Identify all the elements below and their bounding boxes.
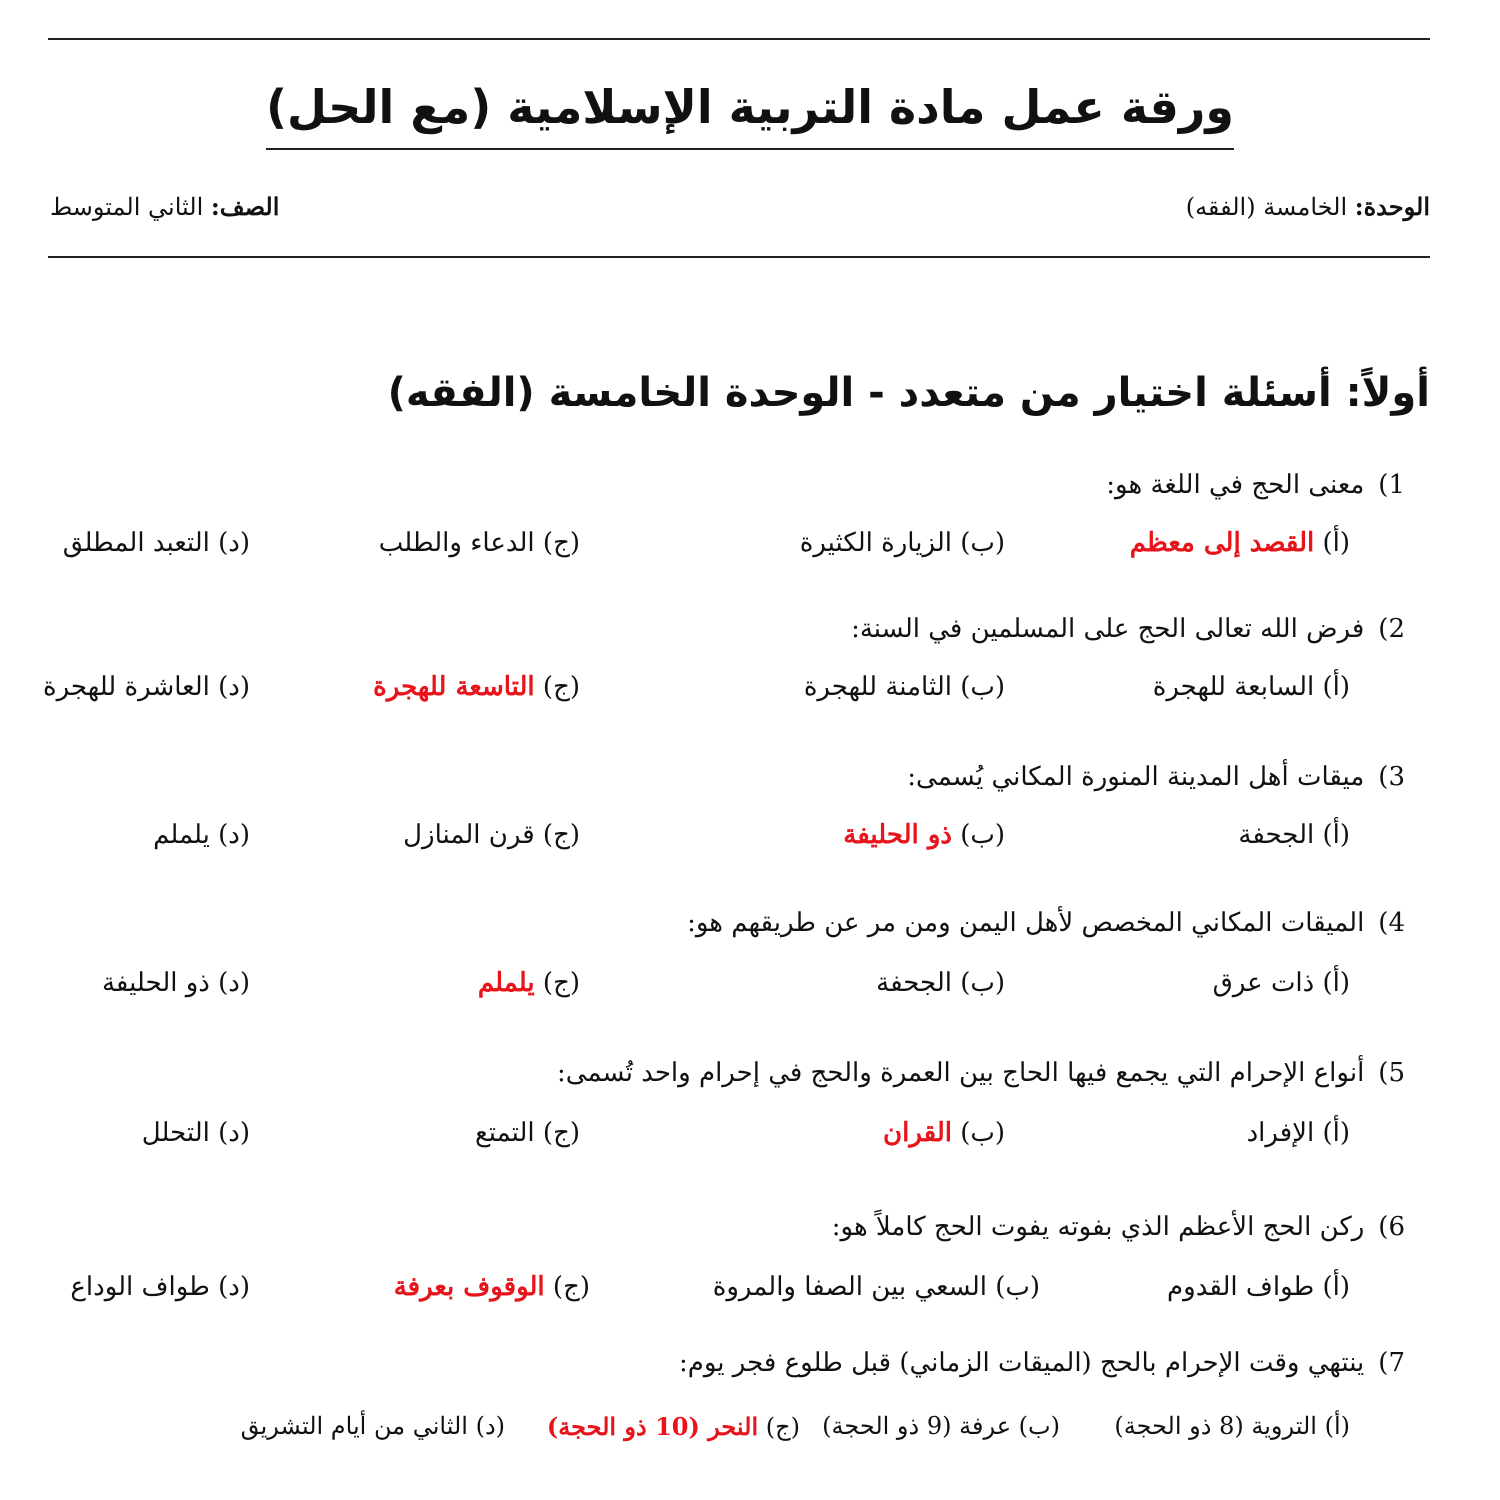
- question-text: الميقات المكاني المخصص لأهل اليمن ومن مر عن طريقهم هو:: [687, 908, 1365, 938]
- question-number: 2): [1378, 614, 1405, 644]
- header-divider: [48, 256, 1430, 258]
- unit-label: الوحدة:: [1354, 192, 1430, 221]
- question-number: 6): [1378, 1212, 1405, 1242]
- question-text: أنواع الإحرام التي يجمع فيها الحاج بين العمرة والحج في إحرام واحد تُسمى:: [557, 1058, 1365, 1088]
- question-text: ركن الحج الأعظم الذي بفوته يفوت الحج كاملاً هو:: [831, 1212, 1365, 1242]
- question-2: [851, 614, 1405, 644]
- question-number: 1): [1378, 470, 1405, 500]
- option-a: (أ) السابعة للهجرة: [1152, 672, 1350, 702]
- option-c: (ج) التمتع: [474, 1118, 580, 1148]
- option-d: (د) العاشرة للهجرة: [42, 672, 250, 702]
- option-a: (أ) التروية (8 ذو الحجة): [1114, 1412, 1350, 1440]
- option-a: (أ) طواف القدوم: [1167, 1272, 1350, 1302]
- option-d: (د) الثاني من أيام التشريق: [240, 1412, 505, 1440]
- option-a: (أ) ذات عرق: [1212, 968, 1350, 998]
- option-c: (ج) التاسعة للهجرة: [373, 672, 580, 702]
- question-text: ميقات أهل المدينة المنورة المكاني يُسمى:: [907, 762, 1365, 792]
- page-title: ورقة عمل مادة التربية الإسلامية (مع الحل): [0, 80, 1500, 150]
- question-5: [557, 1058, 1405, 1088]
- options-5: [50, 1118, 1350, 1158]
- option-c: (ج) الوقوف بعرفة: [393, 1272, 590, 1302]
- grade-value: الثاني المتوسط: [50, 193, 204, 221]
- grade-label: الصف:: [210, 192, 280, 221]
- option-a: (أ) الجحفة: [1238, 820, 1350, 850]
- options-1: [50, 528, 1350, 568]
- option-d: (د) التحلل: [141, 1118, 250, 1148]
- question-text: معنى الحج في اللغة هو:: [1106, 470, 1365, 500]
- options-4: [50, 968, 1350, 1008]
- option-b: (ب) ذو الحليفة: [843, 820, 1005, 850]
- option-d: (د) يلملم: [153, 820, 250, 850]
- question-6: [832, 1212, 1405, 1242]
- options-2: [42, 672, 1350, 712]
- question-number: 3): [1378, 762, 1405, 792]
- question-text: فرض الله تعالى الحج على المسلمين في السنة:: [851, 614, 1365, 644]
- option-b: (ب) الجحفة: [876, 968, 1005, 998]
- question-number: 4): [1378, 908, 1405, 938]
- option-d: (د) التعبد المطلق: [62, 528, 250, 558]
- unit-value: الخامسة (الفقه): [1185, 193, 1348, 221]
- option-d: (د) ذو الحليفة: [101, 968, 250, 998]
- question-number: 5): [1378, 1058, 1405, 1088]
- options-6: [50, 1272, 1350, 1312]
- question-1: [1106, 470, 1405, 500]
- question-7: [679, 1348, 1405, 1378]
- option-b: (ب) الزيارة الكثيرة: [799, 528, 1005, 558]
- option-c: (ج) الدعاء والطلب: [378, 528, 580, 558]
- options-7: [50, 1412, 1350, 1452]
- question-text: ينتهي وقت الإحرام بالحج (الميقات الزماني) قبل طلوع فجر يوم:: [678, 1348, 1365, 1378]
- options-3: [50, 820, 1350, 860]
- option-b: (ب) الثامنة للهجرة: [803, 672, 1005, 702]
- option-b: (ب) عرفة (9 ذو الحجة): [822, 1412, 1060, 1440]
- question-4: [687, 908, 1405, 938]
- unit-info: [1186, 192, 1430, 221]
- section-heading: أولاً: أسئلة اختيار من متعدد - الوحدة الخامسة (الفقه): [387, 370, 1430, 416]
- top-rule: [48, 38, 1430, 40]
- option-d: (د) طواف الوداع: [70, 1272, 250, 1302]
- option-b: (ب) السعي بين الصفا والمروة: [712, 1272, 1040, 1302]
- option-b: (ب) القران: [883, 1118, 1005, 1148]
- option-a: (أ) الإفراد: [1246, 1118, 1350, 1148]
- option-c: (ج) قرن المنازل: [403, 820, 580, 850]
- option-a: (أ) القصد إلى معظم: [1129, 528, 1350, 558]
- option-c: (ج) يلملم: [477, 968, 580, 998]
- question-number: 7): [1378, 1348, 1405, 1378]
- grade-info: [50, 192, 279, 221]
- question-3: [907, 762, 1405, 792]
- option-c: (ج) النحر (10 ذو الحجة): [546, 1412, 800, 1441]
